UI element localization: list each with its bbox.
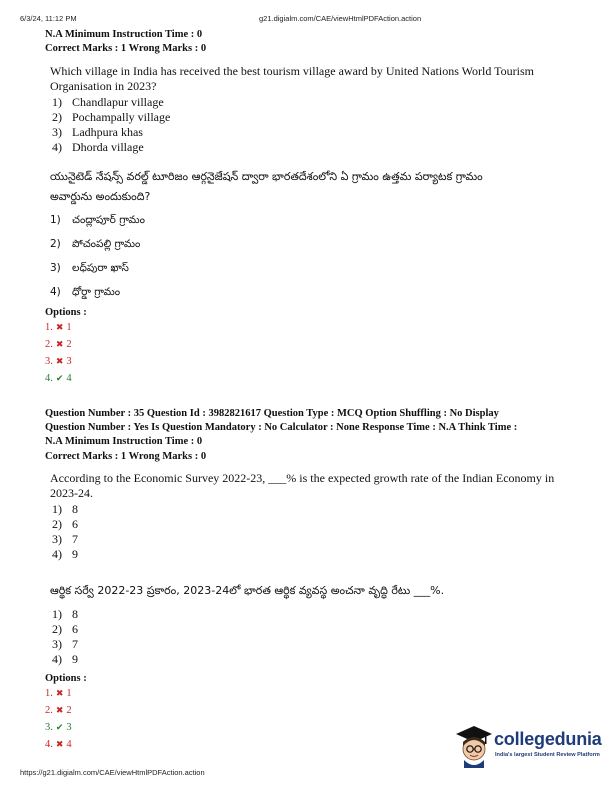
q35-option-en-4: 4) 9 xyxy=(52,547,78,561)
q35-meta-line2: Question Number : Yes Is Question Mandatory : No Calculator : None Response Time : N.A Think Time : xyxy=(45,422,518,433)
collegedunia-logo xyxy=(452,722,602,770)
check-icon: ✔ xyxy=(55,374,64,384)
q35-option-en-2: 2) 6 xyxy=(52,517,78,531)
cross-icon: ✖ xyxy=(55,323,64,333)
cross-icon: ✖ xyxy=(55,357,64,367)
print-datetime: 6/3/24, 11:12 PM xyxy=(20,14,77,23)
q34-answer-2: 2. ✖ 2 xyxy=(45,339,72,350)
q35-meta-line3: N.A Minimum Instruction Time : 0 xyxy=(45,436,203,447)
print-url: g21.digialm.com/CAE/viewHtmlPDFAction.action xyxy=(259,14,422,23)
cross-icon: ✖ xyxy=(55,689,64,699)
q34-option-te-4: 4) ధోర్డా గ్రామం xyxy=(50,286,121,298)
q35-answer-1: 1. ✖ 1 xyxy=(45,688,72,699)
q35-option-te-2: 2) 6 xyxy=(52,622,78,636)
q34-option-en-1: 1) Chandlapur village xyxy=(52,95,164,109)
cross-icon: ✖ xyxy=(55,740,64,750)
q35-meta-marks: Correct Marks : 1 Wrong Marks : 0 xyxy=(45,451,207,462)
q34-option-en-2: 2) Pochampally village xyxy=(52,110,171,124)
logo-brand-text: collegedunia xyxy=(494,729,602,749)
q35-options-heading: Options : xyxy=(45,673,87,684)
check-icon: ✔ xyxy=(55,723,64,733)
q35-meta-line1: Question Number : 35 Question Id : 3982821617 Question Type : MCQ Option Shuffling : No Display xyxy=(45,408,499,419)
q35-option-te-3: 3) 7 xyxy=(52,637,78,651)
q35-option-en-1: 1) 8 xyxy=(52,502,78,516)
q34-option-te-2: 2) పోచంపల్లి గ్రామం xyxy=(50,238,141,250)
q35-question-en: According to the Economic Survey 2022-23, ___% is the expected growth rate of the Indian Economy in 2023-24. xyxy=(50,471,555,500)
q34-option-en-3: 3) Ladhpura khas xyxy=(52,125,143,139)
q34-meta-marks: Correct Marks : 1 Wrong Marks : 0 xyxy=(45,43,207,54)
q34-answer-3: 3. ✖ 3 xyxy=(45,356,72,367)
cross-icon: ✖ xyxy=(55,706,64,716)
q35-question-te: ఆర్థిక సర్వే 2022-23 ప్రకారం, 2023-24లో భారత ఆర్థిక వ్యవస్థ అంచనా వృద్ధి రేటు ___%. xyxy=(50,584,445,597)
q34-meta-instruction: N.A Minimum Instruction Time : 0 xyxy=(45,29,203,40)
q35-answer-3: 3. ✔ 3 xyxy=(45,722,72,733)
q35-option-te-1: 1) 8 xyxy=(52,607,78,621)
q34-question-en: Which village in India has received the best tourism village award by United Nations World Tourism Organisation in 2023? xyxy=(50,64,534,93)
q35-option-en-3: 3) 7 xyxy=(52,532,78,546)
q34-question-te-line2: అవార్డును అందుకుంది? xyxy=(50,190,151,203)
q34-answer-1: 1. ✖ 1 xyxy=(45,322,72,333)
q35-option-te-4: 4) 9 xyxy=(52,652,78,666)
q35-answer-2: 2. ✖ 2 xyxy=(45,705,72,716)
q34-option-en-4: 4) Dhorda village xyxy=(52,140,144,154)
q34-question-te-line1: యునైటెడ్ నేషన్స్ వరల్డ్ టూరిజం ఆర్గనైజేషన్ ద్వారా భారతదేశంలోని ఏ గ్రామం ఉత్తమ పర్యాటక గ్రామం xyxy=(50,170,483,183)
q34-answer-4: 4. ✔ 4 xyxy=(45,373,72,384)
q34-option-te-1: 1) చంద్లాపూర్ గ్రామం xyxy=(50,214,145,226)
footer-url: https://g21.digialm.com/CAE/viewHtmlPDFAction.action xyxy=(20,768,205,777)
logo-tagline: India's largest Student Review Platform xyxy=(495,752,600,758)
graduate-mascot-icon xyxy=(452,722,496,768)
cross-icon: ✖ xyxy=(55,340,64,350)
q34-option-te-3: 3) లధ్‌పురా ఖాస్ xyxy=(50,262,129,274)
q34-options-heading: Options : xyxy=(45,307,87,318)
q35-answer-4: 4. ✖ 4 xyxy=(45,739,72,750)
